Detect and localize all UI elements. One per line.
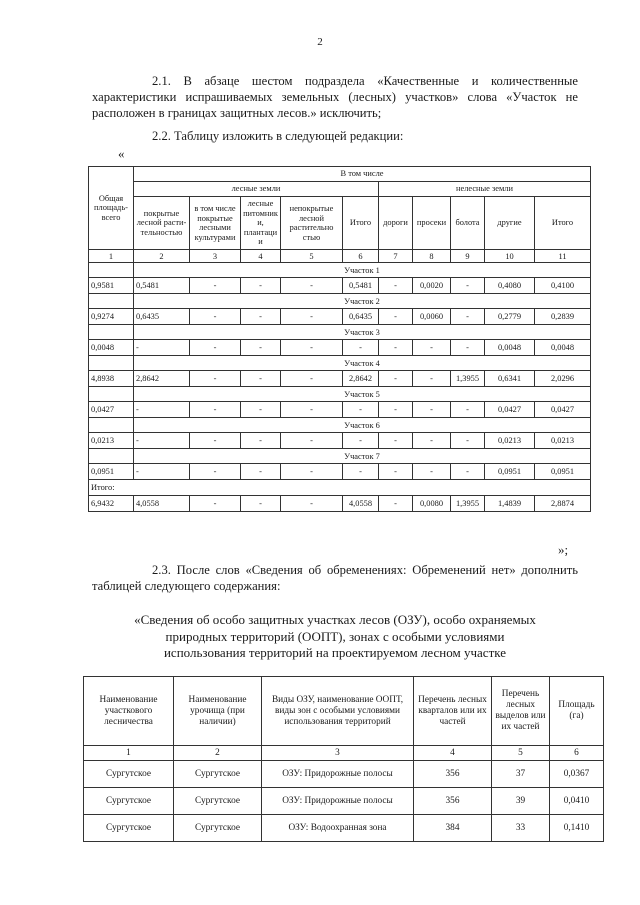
section-row [89,449,591,464]
table-cell: - [241,278,281,294]
table-cell: - [241,340,281,356]
column-number: 4 [414,746,492,761]
column-number: 2 [174,746,262,761]
header-col: Итого [343,197,379,250]
total-label: Итого: [89,480,591,496]
table-cell: - [241,309,281,325]
table-cell: - [281,402,343,418]
table-row [89,496,591,512]
table-cell: - [190,278,241,294]
table-row [89,278,591,294]
header-nonforest-lands: нелесные земли [379,182,591,197]
table-cell: - [379,433,413,449]
table-cell: - [413,371,451,387]
header-col: просеки [413,197,451,250]
table-cell: Сургутское [84,761,174,788]
table-cell: 6,9432 [89,496,134,512]
header-col: непокрытые лесной растительно стью [281,197,343,250]
table-cell: - [281,371,343,387]
column-number: 8 [413,250,451,263]
table-cell: - [379,309,413,325]
table-cell: 0,0427 [89,402,134,418]
header-col: покрытые лесной расти-тельностью [134,197,190,250]
section-spacer-cell [89,325,134,340]
table-cell: 1,3955 [451,371,485,387]
table-cell: 0,0213 [535,433,591,449]
table-cell: 1,3955 [451,496,485,512]
table-cell: - [281,433,343,449]
table-cell: - [134,340,190,356]
table-cell: - [379,464,413,480]
table-cell: ОЗУ: Придорожные полосы [262,761,414,788]
table-cell: 0,9274 [89,309,134,325]
header-cell: Перечень лесных выделов или их частей [492,677,550,746]
table-cell: - [413,402,451,418]
table-cell: 4,8938 [89,371,134,387]
table-cell: - [190,340,241,356]
paragraph-number: 2.3. [152,563,171,577]
table-cell: 0,4080 [485,278,535,294]
table-cell: 37 [492,761,550,788]
header-cell: Площадь (га) [550,677,604,746]
section-label: Участок 4 [134,356,591,371]
table-cell: - [451,464,485,480]
protected-areas-table [83,676,604,842]
table-cell: - [190,402,241,418]
header-cell: Наименование участкового лесничества [84,677,174,746]
table-cell: - [241,496,281,512]
table-cell: - [451,309,485,325]
header-col: дороги [379,197,413,250]
table-cell: - [413,464,451,480]
table-cell: 0,5481 [134,278,190,294]
table-cell: - [134,402,190,418]
section-row [89,418,591,433]
column-number: 5 [492,746,550,761]
table-cell: - [241,371,281,387]
section-row [89,356,591,371]
table-cell: 1,4839 [485,496,535,512]
table-cell: 0,0951 [89,464,134,480]
table-cell: - [281,464,343,480]
table-cell: 33 [492,815,550,842]
column-number: 6 [550,746,604,761]
column-number: 5 [281,250,343,263]
table-cell: - [281,278,343,294]
table-cell: 0,2839 [535,309,591,325]
title-line: использования территорий на проектируемом лесном участке [163,645,507,660]
table-cell: 356 [414,788,492,815]
table-row [84,788,604,815]
table-cell: 0,0048 [485,340,535,356]
section-spacer-cell [89,387,134,402]
quote-close: »; [558,542,569,557]
quote-open: « [118,146,125,161]
title-line: природных территорий (ООПТ), зонах с особыми условиями [165,628,505,644]
section-row [89,387,591,402]
table-cell: 0,6341 [485,371,535,387]
table-cell: 2,8642 [343,371,379,387]
header-including: В том числе [134,167,591,182]
table-cell: 2,8874 [535,496,591,512]
paragraph-text: В абзаце шестом подраздела «Качественные и количественные характеристики испрашиваемых земельных (лесных) участков» слова «Участок не расположен в границах защитных лесов.» исключить; [92,74,578,120]
table-cell: - [379,402,413,418]
table-cell: 0,0951 [535,464,591,480]
table-row [89,309,591,325]
section-label: Участок 6 [134,418,591,433]
table-cell: Сургутское [174,815,262,842]
table-cell: - [241,433,281,449]
table-cell: 2,0296 [535,371,591,387]
section-row [89,263,591,278]
table-cell: 0,0367 [550,761,604,788]
table-cell: 0,0020 [413,278,451,294]
table-cell: 0,0427 [535,402,591,418]
table-cell: 356 [414,761,492,788]
table-cell: - [281,340,343,356]
table-cell: Сургутское [84,788,174,815]
table-cell: 2,8642 [134,371,190,387]
header-cell: Наименование урочища (при наличии) [174,677,262,746]
section-spacer-cell [89,294,134,309]
table-cell: - [241,464,281,480]
table-cell: - [379,340,413,356]
table-cell: 0,0427 [485,402,535,418]
table-cell: - [413,340,451,356]
header-total-area: Общая площадь-всего [89,167,134,250]
table-row [89,433,591,449]
table-cell: 39 [492,788,550,815]
column-number: 1 [84,746,174,761]
table-cell: 0,0060 [413,309,451,325]
table-row [84,761,604,788]
table-row [84,815,604,842]
header-forest-lands: лесные земли [134,182,379,197]
section-row [89,294,591,309]
table-cell: 0,9581 [89,278,134,294]
table-cell: - [241,402,281,418]
table-cell: - [343,464,379,480]
table-cell: - [281,496,343,512]
header-col: Итого [535,197,591,250]
table-cell: Сургутское [174,788,262,815]
header-cell: Виды ОЗУ, наименование ООПТ, виды зон с особыми условиями использования территорий [262,677,414,746]
table-cell: - [343,433,379,449]
section-label: Участок 3 [134,325,591,340]
column-number: 3 [190,250,241,263]
column-number: 9 [451,250,485,263]
column-number: 10 [485,250,535,263]
table-row [89,340,591,356]
section-label: Участок 7 [134,449,591,464]
table-cell: - [190,496,241,512]
column-number: 4 [241,250,281,263]
section-spacer-cell [89,263,134,278]
table-cell: 0,1410 [550,815,604,842]
header-col: другие [485,197,535,250]
table-cell: - [190,309,241,325]
header-col: лесные питомник и, плантаци и [241,197,281,250]
section-label: Участок 1 [134,263,591,278]
table-cell: 4,0558 [134,496,190,512]
table-cell: - [451,433,485,449]
section-spacer-cell [89,449,134,464]
column-number: 3 [262,746,414,761]
table-cell: - [379,371,413,387]
table-row [89,402,591,418]
table-row [89,371,591,387]
column-number: 2 [134,250,190,263]
section-spacer-cell [89,356,134,371]
table-cell: - [134,433,190,449]
table-cell: - [451,340,485,356]
total-label-row [89,480,591,496]
land-area-table [88,166,591,512]
paragraph-2-3 [92,562,578,594]
table-cell: - [379,496,413,512]
table-cell: 0,0080 [413,496,451,512]
table-cell: 0,6435 [343,309,379,325]
table-cell: - [134,464,190,480]
paragraph-text: После слов «Сведения об обременениях: Обременений нет» дополнить таблицей следующего содержания: [92,563,578,593]
table-cell: - [413,433,451,449]
paragraph-number: 2.1. [152,74,171,88]
table-cell: 0,0951 [485,464,535,480]
paragraph-number: 2.2. [152,129,171,143]
table-cell: 0,4100 [535,278,591,294]
header-col: болота [451,197,485,250]
column-number: 6 [343,250,379,263]
paragraph-2-2 [92,128,578,144]
section-spacer-cell [89,418,134,433]
table-cell: 4,0558 [343,496,379,512]
table-cell: - [451,278,485,294]
table-cell: Сургутское [84,815,174,842]
protected-areas-title [92,612,578,662]
table-cell: 0,0048 [535,340,591,356]
section-label: Участок 2 [134,294,591,309]
table-cell: ОЗУ: Водоохранная зона [262,815,414,842]
paragraph-2-1 [92,73,578,121]
table-cell: - [190,464,241,480]
title-line: «Сведения об особо защитных участках лесов (ОЗУ), особо охраняемых [134,612,536,627]
land-area-table-body [89,263,591,512]
header-cell: Перечень лесных кварталов или их частей [414,677,492,746]
table-cell: - [451,402,485,418]
table-cell: 0,6435 [134,309,190,325]
table-cell: - [379,278,413,294]
section-label: Участок 5 [134,387,591,402]
table-cell: - [190,371,241,387]
table-cell: 0,0048 [89,340,134,356]
table-cell: Сургутское [174,761,262,788]
column-number: 1 [89,250,134,263]
table-cell: 0,2779 [485,309,535,325]
paragraph-text: Таблицу изложить в следующей редакции: [174,129,404,143]
section-row [89,325,591,340]
table-cell: 0,0213 [485,433,535,449]
table-cell: 384 [414,815,492,842]
table-row [89,464,591,480]
table-cell: 0,0410 [550,788,604,815]
table-cell: ОЗУ: Придорожные полосы [262,788,414,815]
header-col: в том числе покрытые лесными культурами [190,197,241,250]
table-cell: 0,0213 [89,433,134,449]
column-number: 7 [379,250,413,263]
table-cell: 0,5481 [343,278,379,294]
table-cell: - [343,340,379,356]
table-cell: - [281,309,343,325]
column-number: 11 [535,250,591,263]
table-cell: - [343,402,379,418]
page-number: 2 [317,36,323,48]
table-cell: - [190,433,241,449]
